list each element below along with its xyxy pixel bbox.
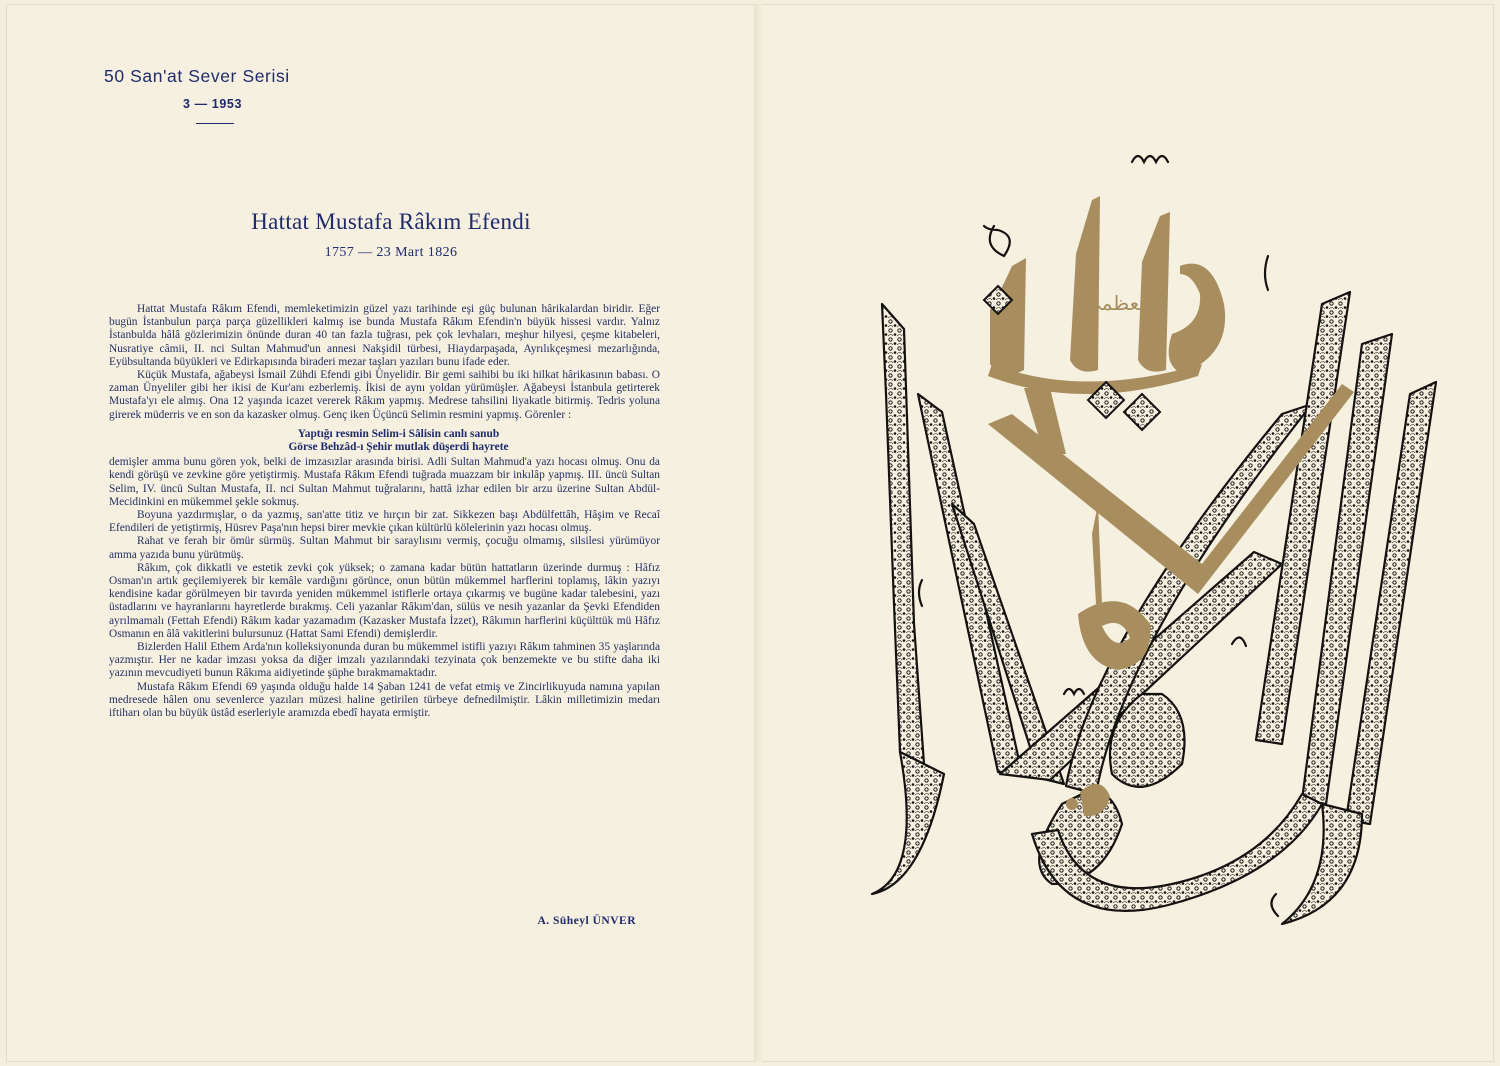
verse-line: Yaptığı resmin Selim-i Sâlisin canlı sanub (297, 427, 500, 440)
series-header (104, 66, 324, 124)
series-rule (196, 123, 234, 124)
page-title: Hattat Mustafa Râkım Efendi (251, 209, 531, 234)
small-shadda-mid (1064, 689, 1084, 694)
life-dates: 1757 — 23 Mart 1826 (324, 245, 458, 260)
gold-lam-2 (1070, 196, 1100, 372)
shadda-top (1132, 156, 1168, 162)
gold-small-lams (1092, 504, 1102, 604)
paragraph: Hattat Mustafa Râkım Efendi, memleketimizin güzel yazı tarihinde eşi güç bulunan hârikalardan biridir. Eğer bugün İstanbulun parça parça güzellikleri kalmış ise bunda Mustafa Râkım Efendin'n büyük hissesi vardır. Yalnız İstanbulda hâlâ gözlerimizin önünde duran 40 tan fazla tuğrası, pek çok levhaları, meşhur hilyesi, çeşme kitabeleri, Nusratiye câmii, II. nci Sultan Mahmud'un annesi Nakşidil türbesi, Hiaydarpaşada, Ayrılıkçeşmesi mezarlığında, Eyübsultanda büyükleri ve Edirkapısında biraderi mezar taşları yazıları bunu ifade eder. (109, 303, 660, 368)
diamond-dot-2 (1124, 394, 1160, 430)
verse-line: Görse Behzâd-ı Şehir mutlak düşerdi hayrete (288, 441, 509, 454)
left-tall-stem (918, 394, 1022, 774)
paragraph-continuation: demişler amma bunu gören yok, belki de imzasızlar arasında birisi. Adli Sultan Mahmud'a yazı hocası olmuş. Onu da kendi görüşü ve zevkine göre yetiştirmiş. Mustafa Râkım Efendi tuğrada muazzam bir inkılâp yapmış. III. üncü Sultan Selim, IV. üncü Sultan Mustafa, II. nci Sultan Mahmut tuğralarını, hattâ izhar edilen bir arzu üzerine Sultan Abdül-Mecidinkini en mükemmel şekle sokmuş. (109, 456, 660, 508)
series-title: 50 San'at Sever Serisi (104, 66, 290, 86)
gold-lam-1 (990, 258, 1026, 375)
gold-ha (1169, 264, 1225, 374)
article-heading (156, 209, 626, 261)
mark-right-low (1232, 637, 1246, 646)
mark-right (1265, 256, 1268, 290)
paragraph: Mustafa Râkım Efendi 69 yaşında olduğu halde 14 Şaban 1241 de vefat etmiş ve Zincirlikuyuda namına yapılan medresede hâlen onu sevenlerce yazıları müzesi haline getirilen türbeye defnedilmiştir. Lâkin milletimizin medarı iftiharı olan bu büyük üstâd eserleriyle aramızda ebedî hayata ermiştir. (109, 680, 660, 720)
verse-block (109, 428, 660, 454)
right-page (762, 4, 1494, 1062)
paragraph: Bizlerden Halil Ethem Arda'nın kolleksiyonunda duran bu mükemmel istifli yazıyı Râkım tahminen 35 yaşlarında yazmıştır. Her ne kadar imzası yoksa da diğer imzalı yazılarındaki tezyinata çok benzemekte ve bu stifte daha iki yazının mevcudiyeti bunun Râkıma aidiyetinde şüphe bırakmamaktadır. (109, 641, 660, 680)
gold-dot (1066, 798, 1078, 810)
paragraph: Küçük Mustafa, ağabeysi İsmail Zühdi Efendi gibi Ünyelidir. Bir gemi saihibi bu iki hilkat hârikasının babası. O zaman Ünyeliler gibi her ikisi de Kur'anı ezberlemiş. İkisi de aynı yoldan yürümüşler. Ağabeysi İstanbula getirterek Mustafa'yı ele almış. Ona 12 yaşında icazet vererek Râkım yapmış. Medrese tahsilini liyakatle bitirmiş. Tedris yoluna girerek müderris ve en son da kazasker olmuş. Genç iken Üçüncü Selimin resmini yapmış. Görenler : (109, 369, 660, 421)
far-left-stem (882, 304, 924, 764)
paragraph: Rahat ve ferah bir ömür sürmüş. Sultan Mahmut bir saraylısını vermiş, çocuğu olmamış, silsilesi yürümüyor amma yazıda bunu yürütmüş. (109, 535, 660, 561)
hamza-bottom (1271, 894, 1278, 916)
book-spread (6, 4, 1494, 1062)
paragraph: Boyuna yazdırmışlar, o da yazmış, san'atte titiz ve hırçın bir zat. Sikkezen başı Abdülfettâh, Hâşim ve Recaî Efendileri de yetiştirmiş, Hüsrev Paşa'nın hepsi birer mevkie çıkan kültürlü kölelerinin yazı hocası olmuş. (109, 509, 660, 535)
calligraphy-artwork (762, 4, 1494, 1062)
author-signature: A. Süheyl ÜNVER (537, 915, 636, 927)
page-gutter (754, 4, 762, 1062)
damma-left (984, 226, 1010, 256)
left-curve-stroke (872, 752, 944, 894)
left-page (6, 4, 754, 1062)
series-number: 3 — 1953 (183, 97, 243, 111)
small-inscription: العظمى (1085, 291, 1151, 315)
article-body (109, 303, 660, 720)
paragraph: Râkım, çok dikkatli ve estetik zevki çok yüksek; o zamana kadar bütün hattatların üzerinde durmuş : Hâfız Osman'ın artık geçilemiyerek bir kemâle vardığını görünce, onun bütün mükemmel harflerini toplamış, lâkin yazıyı kendisine kadar görülmeyen bir tavırda yeniden mükemmel istiflerle ortaya çıkarmış ve bugüne kadar talebesini, yazı üstadlarını ve hayranlarını hayretlerde bırakmış. Celi yazanlar Râkım'dan, sülüs ve nesih yazanlar da Şevki Efendiden ayrılmamalı (Fettah Efendi) Râkım kadar yazamadım (Kazasker Mustafa İzzet), Râkımın harflerini küçülttük mü Hâfız Osmanın en âlâ vakitlerini bulursunuz (Hattat Sami Efendi) demişlerdir. (109, 561, 660, 640)
mark-left-low (919, 580, 922, 606)
